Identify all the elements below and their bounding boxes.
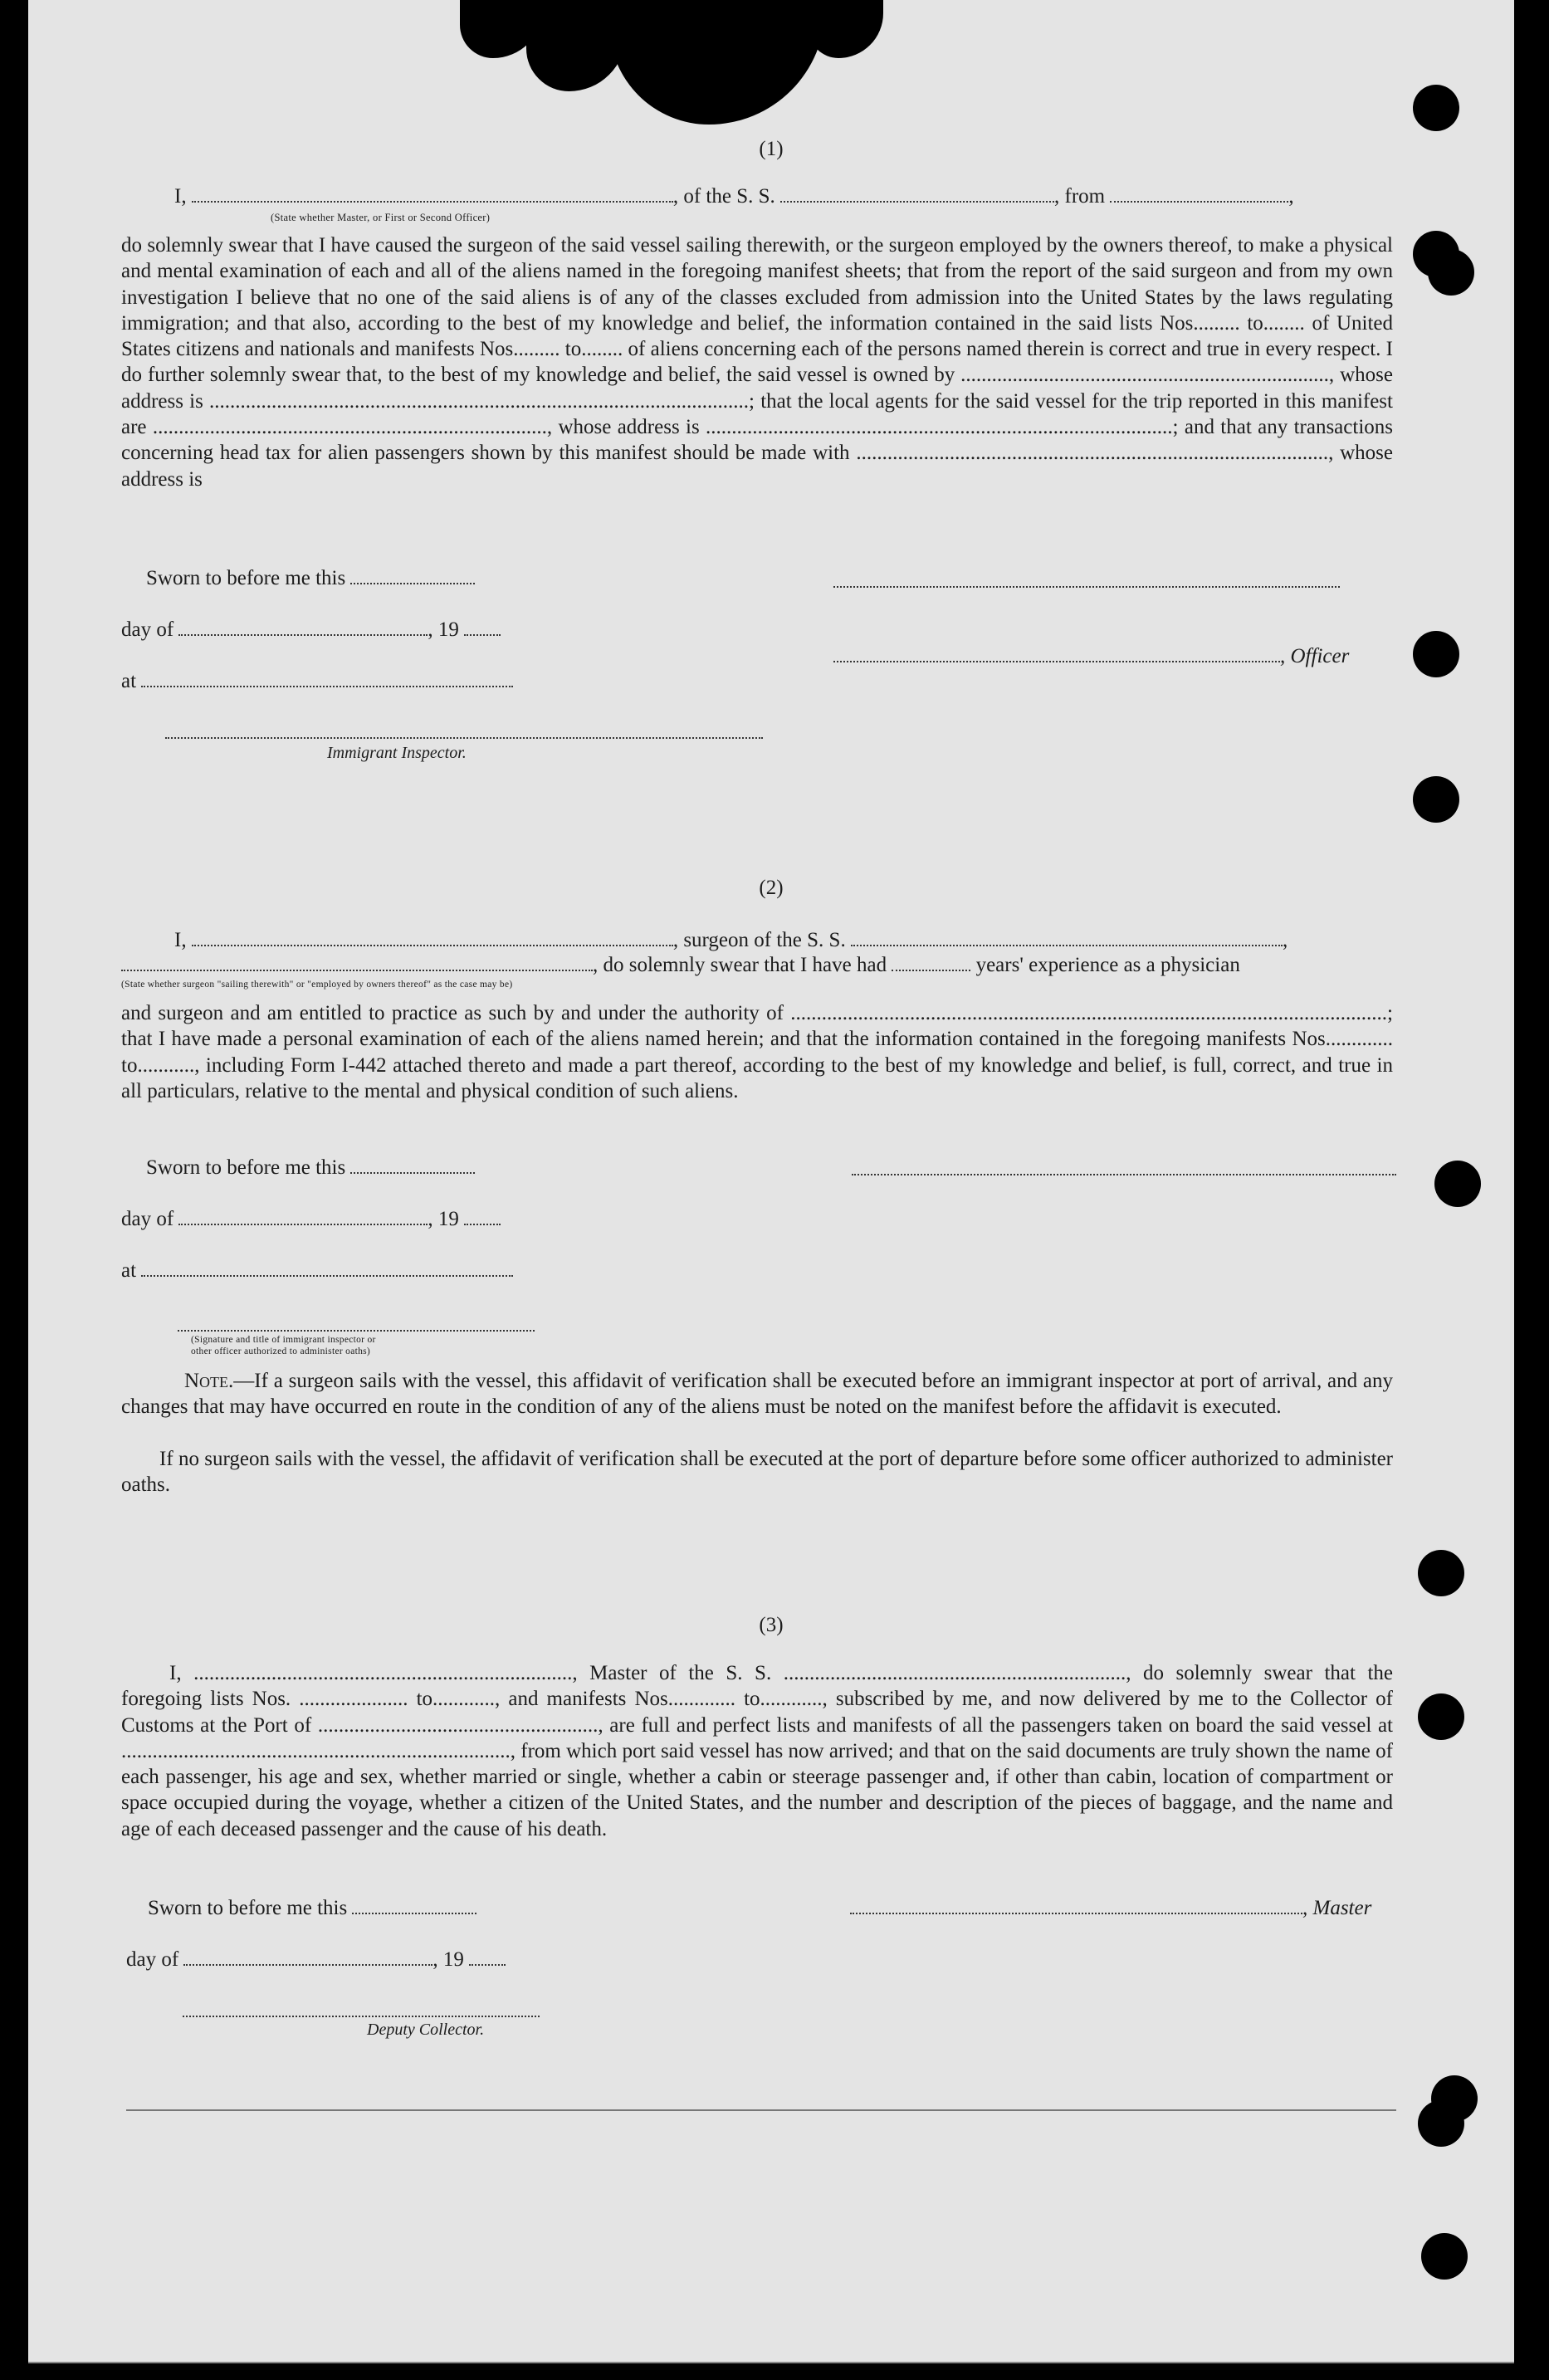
s2-sworn-day-field[interactable] <box>350 1156 475 1174</box>
s1-line1 <box>174 184 1393 208</box>
s1-year-label: , 19 <box>428 618 459 641</box>
s1-at-label: at <box>121 670 137 692</box>
s2-l1-c: , <box>1282 929 1288 951</box>
vessel-name-field[interactable] <box>780 184 1054 203</box>
s2-line2 <box>121 953 1240 977</box>
surgeon-status-field[interactable] <box>121 953 593 971</box>
s2-l1-a: I, <box>174 929 187 951</box>
s1-body: do solemnly swear that I have caused the surgeon of the said vessel sailing therewith, or the surgeon employed by the owners thereof, to make a physical and mental examination of each and all of the aliens named in the foregoing manifest sheets; that from the report of the said surgeon and from my own investigation I believe that no one of the said aliens is of any of the classes excluded from admission into the United States by the laws regulating immigration; and that also, according to the best of my knowledge and belief, the information contained in the said lists Nos......... to........ of United States citizens and nationals and manifests Nos......... to........ of aliens concerning each of the persons named therein is correct and true in every respect. I do further solemnly swear that, to the best of my knowledge and belief, the said vessel is owned by ......................................................................., whose address is ........................................................................................................; that the local agents for the said vessel for the trip reported in this manifest are ............................................................................, whose address is ..........................................................................................; and that any transactions concerning head tax for alien passengers shown by this manifest should be made with ..........................................................................................., whose address is <box>121 234 1393 491</box>
s3-sworn-day-field[interactable] <box>352 1896 476 1914</box>
note-text-1: —If a surgeon sails with the vessel, this affidavit of verification shall be executed before an immigrant inspector at port of arrival, and any changes that may have occurred en route in the condition of any of the aliens must be noted on the manifest before the affidavit is executed. <box>121 1370 1393 1419</box>
s3-master-label: , Master <box>1302 1897 1372 1919</box>
s2-at-place-field[interactable] <box>141 1258 513 1277</box>
punch-hole <box>1413 85 1459 131</box>
s1-inspector-signature-line[interactable] <box>165 737 763 739</box>
s2-note-1 <box>121 1368 1393 1420</box>
s2-note-2: If no surgeon sails with the vessel, the affidavit of verification shall be executed at the port of departure before some officer authorized to administer oaths. <box>121 1448 1393 1497</box>
punch-hole <box>1418 1693 1464 1740</box>
s2-l1-b: , surgeon of the S. S. <box>672 929 846 951</box>
s1-caption: (State whether Master, or First or Second Officer) <box>271 212 491 223</box>
section-1-number: (1) <box>759 138 784 160</box>
s1-at-place-field[interactable] <box>141 669 513 687</box>
s1-sworn-day-field[interactable] <box>350 566 475 584</box>
punch-hole <box>1428 249 1474 296</box>
section-2-number: (2) <box>759 877 784 899</box>
s1-officer-signature-field[interactable] <box>833 644 1280 662</box>
s3-collector-signature-line[interactable] <box>183 2016 540 2017</box>
note-label: Note. <box>184 1370 234 1392</box>
s1-day-of-label: day of <box>121 618 174 641</box>
s2-l2-b: , do solemnly swear that I have had <box>593 954 887 976</box>
s2-surgeon-signature-line[interactable] <box>852 1174 1396 1175</box>
s2-body: and surgeon and am entitled to practice as such by and under the authority of ...................................................................................................................; that I have made a personal examination of each of the aliens named herein; and that the information contained in the foregoing manifests Nos............. to..........., including Form I-442 attached thereto and made a part thereof, according to the best of my knowledge and belief, is full, correct, and true in all particulars, relative to the mental and physical condition of such aliens. <box>121 1002 1393 1102</box>
s2-day-of-label: day of <box>121 1208 174 1230</box>
s2-day-of <box>121 1207 501 1231</box>
punch-hole <box>1418 2100 1464 2147</box>
s3-month-field[interactable] <box>183 1947 432 1966</box>
s1-year-field[interactable] <box>464 618 501 636</box>
officer-name-field[interactable] <box>192 184 673 203</box>
s1-l1-b: , of the S. S. <box>672 185 775 208</box>
s2-month-field[interactable] <box>178 1207 428 1225</box>
bottom-rule <box>126 2109 1396 2111</box>
torn-edge <box>809 0 883 58</box>
departure-port-field[interactable] <box>1110 184 1288 203</box>
s2-sworn <box>146 1156 475 1180</box>
s3-year-label: , 19 <box>432 1948 464 1971</box>
punch-hole <box>1413 631 1459 677</box>
s3-sworn-label: Sworn to before me this <box>148 1897 348 1919</box>
s3-year-field[interactable] <box>469 1947 506 1966</box>
s1-day-of <box>121 618 501 642</box>
years-experience-field[interactable] <box>892 953 970 971</box>
s1-officer-label: , Officer <box>1280 645 1350 667</box>
s2-l2-c: years' experience as a physician <box>975 954 1240 976</box>
s1-l1-d: , <box>1288 185 1294 208</box>
s2-at-label: at <box>121 1259 137 1282</box>
punch-hole <box>1434 1161 1481 1207</box>
s3-sworn <box>148 1896 476 1920</box>
s1-l1-a: I, <box>174 185 187 208</box>
s1-sworn-label: Sworn to before me this <box>146 567 346 589</box>
s1-master-signature-line[interactable] <box>833 586 1340 588</box>
s1-sworn <box>146 566 475 590</box>
s3-body: I, ........................................................................., Master of the S. S. .................................................................., do solemnly swear that the foregoing lists Nos. ..................... to............, and manifests Nos............. to............, subscribed by me, and now delivered by me to the Collector of Customs at the Port of ......................................................, are full and perfect lists and manifests of all the passengers taken on board the said vessel at ..........................................................................., from which port said vessel has now arrived; and that on the said documents are truly shown the name of each passenger, his age and sex, whether married or single, whether a cabin or steerage passenger and, if other than cabin, location of compartment or space occupied during the voyage, whether a citizen of the United States, and the number and description of the pieces of baggage, and the name and age of each deceased passenger and the cause of his death. <box>121 1662 1393 1840</box>
s3-master-signature-field[interactable] <box>850 1896 1302 1914</box>
section-3-number: (3) <box>759 1614 784 1636</box>
s1-l1-c: , from <box>1054 185 1106 208</box>
surgeon-name-field[interactable] <box>192 928 673 946</box>
s3-collector-label: Deputy Collector. <box>367 2021 485 2039</box>
s2-sworn-label: Sworn to before me this <box>146 1156 346 1179</box>
s2-sig-caption-1: (Signature and title of immigrant inspector or <box>191 1335 376 1345</box>
s1-officer-line <box>833 644 1349 668</box>
torn-edge <box>609 0 825 125</box>
s2-year-field[interactable] <box>464 1207 501 1225</box>
s1-month-field[interactable] <box>178 618 428 636</box>
s1-inspector-label: Immigrant Inspector. <box>327 744 467 762</box>
form-page <box>28 0 1514 2363</box>
s2-year-label: , 19 <box>428 1208 459 1230</box>
punch-hole <box>1418 1550 1464 1596</box>
punch-hole <box>1421 2233 1468 2280</box>
s1-at <box>121 669 513 693</box>
s3-master-line <box>850 1896 1371 1920</box>
s2-vessel-name-field[interactable] <box>851 928 1283 946</box>
s3-day-of-label: day of <box>126 1948 179 1971</box>
s2-sig-caption-2: other officer authorized to administer oaths) <box>191 1346 371 1356</box>
s2-at <box>121 1258 513 1283</box>
s2-line1 <box>174 928 1288 952</box>
s3-day-of <box>126 1947 506 1972</box>
punch-hole <box>1413 776 1459 823</box>
s2-caption: (State whether surgeon "sailing therewith" or "employed by owners thereof" as the case may be) <box>121 980 513 990</box>
s2-officer-signature-line[interactable] <box>178 1330 535 1332</box>
